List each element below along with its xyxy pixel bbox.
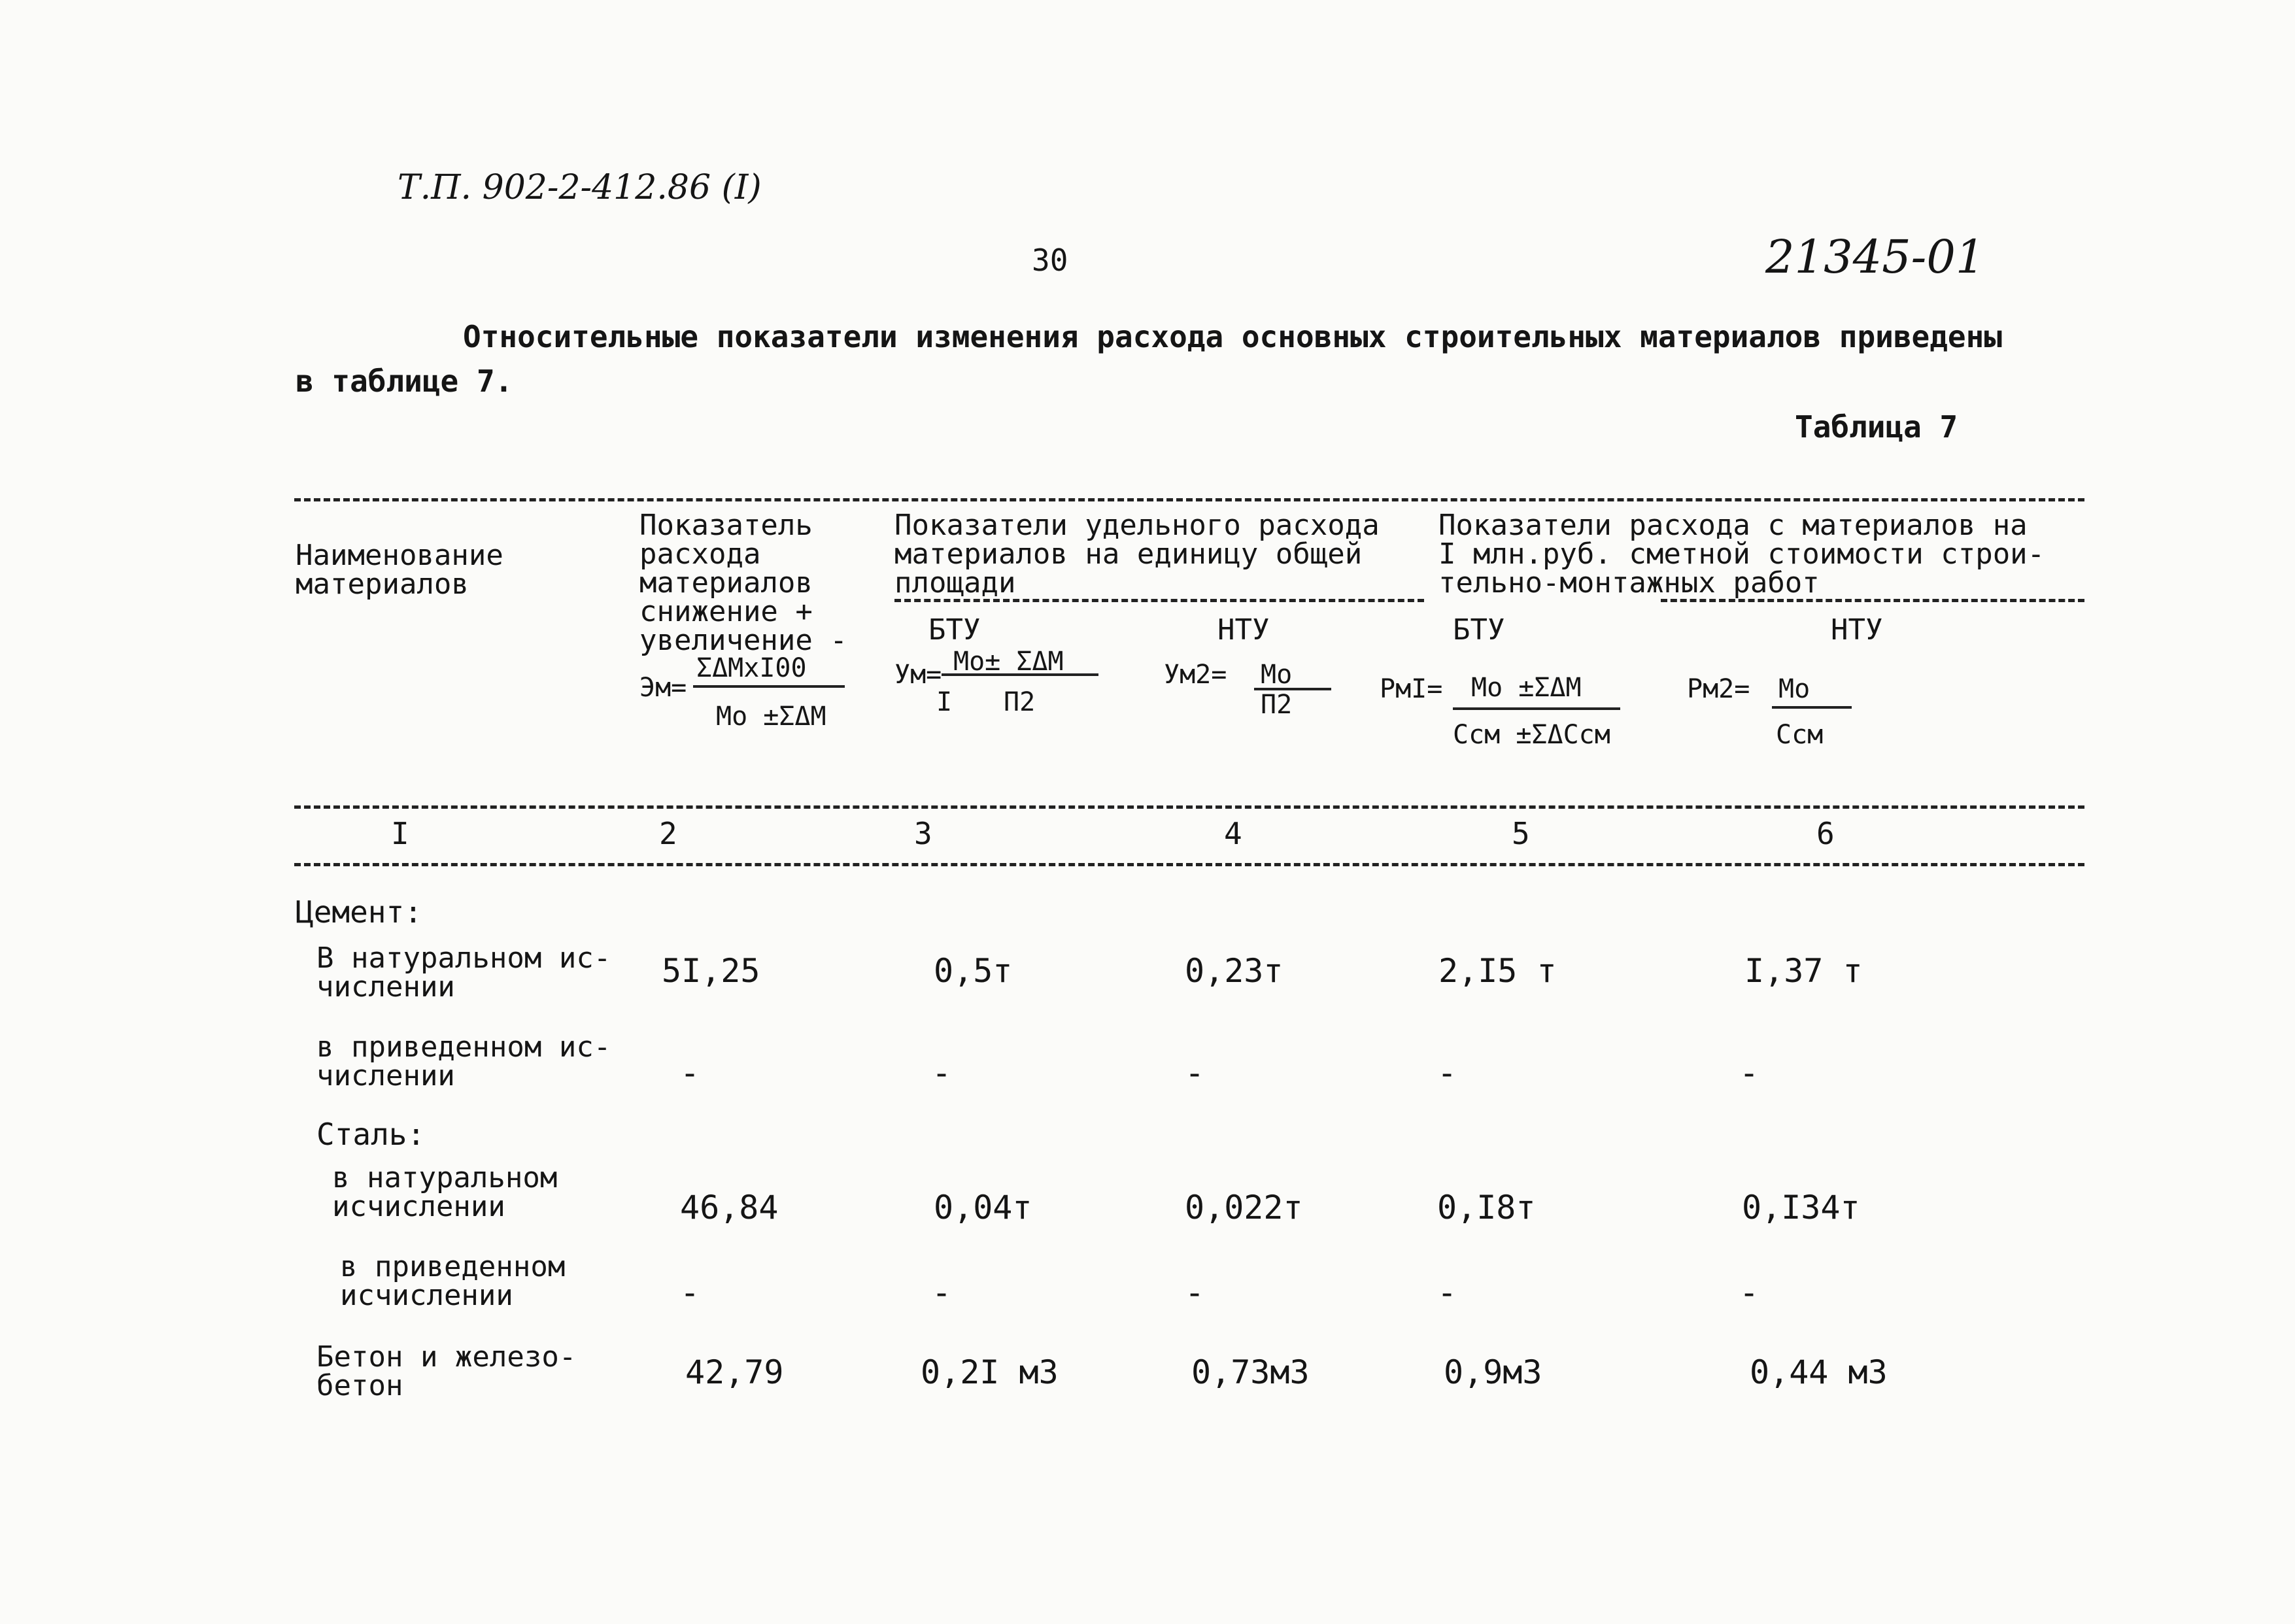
cell-value: - [1437,1274,1457,1311]
column-numbers-bottom-rule [294,863,2084,866]
formula-um2-lhs: Ум2= [1164,660,1227,690]
cell-value: 0,44 м3 [1750,1353,1888,1391]
cell-value: I,37 т [1744,952,1863,990]
row-name-line: исчислении [340,1279,513,1312]
cell-value: 0,5т [934,952,1013,990]
row-name-line: числении [316,970,455,1004]
page-number: 30 [1032,243,1068,278]
table-label: Таблица 7 [1795,409,1958,445]
cell-value: 0,04т [934,1189,1032,1226]
formula-em-bar [693,685,845,688]
formula-rm1-numerator: Мо ±ΣΔМ [1471,673,1582,703]
header-col2-line: расхода [639,537,761,571]
cell-value: 0,022т [1185,1189,1303,1226]
row-name-line: В натуральном ис- [316,941,611,975]
col3-subheader: БТУ [928,613,981,647]
stamp-number: 21345-01 [1765,230,1985,284]
formula-em-denominator: Мо ±ΣΔМ [716,702,826,732]
cell-value: 0,I8т [1437,1189,1536,1226]
table-top-rule [294,498,2084,501]
header-col1-line: материалов [296,567,469,601]
cell-value: - [680,1274,700,1311]
column-number: 2 [659,816,677,851]
row-name [316,1030,611,1092]
col5-subheader: БТУ [1453,613,1505,647]
intro-line-2: в таблице 7. [296,364,513,399]
row-name-line: бетон [316,1369,403,1402]
formula-em-numerator: ΣΔМxI00 [696,653,807,683]
cell-value: - [1739,1054,1760,1092]
cell-value: 2,I5 т [1438,952,1557,990]
row-name-line: числении [316,1059,455,1092]
row-name [340,1250,566,1312]
document-code: Т.П. 902-2-412.86 (I) [398,168,762,207]
header-col1-line: Наименование [296,539,503,572]
header-group34-line: материалов на единицу общей [894,537,1363,571]
header-col2 [639,511,847,655]
header-col2-line: снижение + [639,595,813,628]
cell-value: - [1437,1054,1457,1092]
header-group34 [894,511,1380,598]
header-group56-line: I млн.руб. сметной стоимости строи- [1438,537,2045,571]
formula-rm1-denominator: Ссм ±ΣΔСсм [1453,720,1610,750]
column-number: 6 [1816,816,1835,851]
formula-rm2-denominator: Ссм [1776,720,1824,750]
header-group56-line: тельно-монтажных работ [1438,566,1820,600]
formula-um-lhs: Ум= [894,660,942,690]
header-group34-line: площади [894,566,1016,600]
cell-value: 46,84 [680,1189,779,1226]
cell-value: 42,79 [685,1353,784,1391]
group-label-cement: Цемент: [296,894,422,930]
cell-value: 0,2I м3 [921,1353,1059,1391]
cell-value: - [1185,1274,1205,1311]
intro-line-1: Относительные показатели изменения расхода основных строительных материалов приведены [463,319,2003,354]
cell-value: - [680,1054,700,1092]
formula-rm2-bar [1772,706,1852,709]
cell-value: 0,23т [1185,952,1284,990]
col6-subheader: НТУ [1831,613,1883,647]
header-group56-line: Показатели расхода с материалов на [1438,509,2028,542]
column-number: 3 [914,816,932,851]
header-col2-line: материалов [639,566,813,600]
formula-rm2-numerator: Мо [1778,674,1810,704]
formula-rm2-lhs: Рм2= [1687,674,1750,704]
formula-um-bar [942,673,1098,676]
header-group56 [1438,511,2045,598]
column-number: 5 [1512,816,1530,851]
formula-um2-numerator: Мо [1261,660,1293,690]
cell-value: 0,73м3 [1191,1353,1310,1391]
header-bottom-rule [294,805,2084,809]
row-name-line: в приведенном [340,1250,566,1283]
formula-rm1-bar [1453,707,1620,710]
row-name [332,1161,558,1223]
cell-value: - [932,1054,952,1092]
row-name-line: в натуральном [332,1161,558,1194]
column-number: I [391,816,409,851]
cell-value: 5I,25 [662,952,760,990]
formula-um-den-right: П2 [1004,687,1036,717]
group56-sub-rule [1661,599,2084,602]
formula-um2-denominator: П2 [1261,690,1293,720]
header-col2-line: увеличение - [639,624,847,657]
header-col2-line: Показатель [639,509,813,542]
formula-rm1-lhs: РмI= [1380,674,1443,704]
cell-value: - [932,1274,952,1311]
row-name [316,1340,577,1402]
formula-um-den-left: I [936,687,953,717]
cell-value: 0,9м3 [1444,1353,1542,1391]
column-number: 4 [1224,816,1242,851]
row-name-line: в приведенном ис- [316,1030,611,1064]
col4-subheader: НТУ [1217,613,1270,647]
row-name-line: исчислении [332,1190,505,1223]
cell-value: 0,I34т [1742,1189,1860,1226]
header-col1 [296,541,503,599]
group34-sub-rule [894,599,1424,602]
cell-value: - [1739,1274,1760,1311]
formula-em-lhs: Эм= [639,673,687,703]
row-name-line: Бетон и железо- [316,1340,577,1374]
cell-value: - [1185,1054,1205,1092]
group-label-steel: Сталь: [316,1117,426,1152]
row-name [316,941,611,1004]
header-group34-line: Показатели удельного расхода [894,509,1380,542]
formula-um-numerator: Мо± ΣΔМ [953,647,1064,677]
